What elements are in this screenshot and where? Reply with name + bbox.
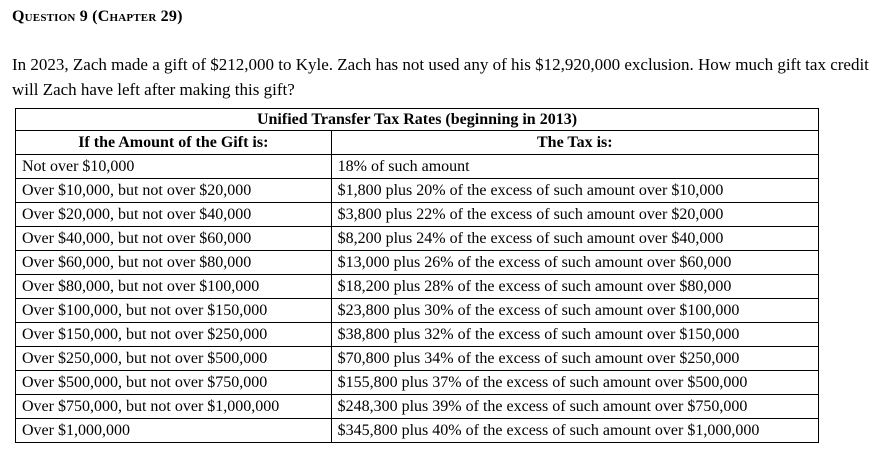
tax-cell: $23,800 plus 30% of the excess of such amount over $100,000 [331, 299, 818, 323]
question-text: In 2023, Zach made a gift of $212,000 to Kyle. Zach has not used any of his $12,920,000 exclusion. How much gift tax credit will Zach have left after making this gift? [12, 55, 869, 99]
gift-amount-cell: Over $150,000, but not over $250,000 [16, 323, 332, 347]
tax-cell: $248,300 plus 39% of the excess of such amount over $750,000 [331, 395, 818, 419]
column-header-gift-amount: If the Amount of the Gift is: [16, 131, 332, 155]
gift-amount-cell: Over $60,000, but not over $80,000 [16, 251, 332, 275]
gift-amount-cell: Over $40,000, but not over $60,000 [16, 227, 332, 251]
tax-cell: $18,200 plus 28% of the excess of such amount over $80,000 [331, 275, 818, 299]
table-title: Unified Transfer Tax Rates (beginning in 2013) [16, 109, 819, 131]
tax-cell: $345,800 plus 40% of the excess of such amount over $1,000,000 [331, 419, 818, 443]
table-row [16, 275, 819, 299]
tax-cell: $13,000 plus 26% of the excess of such amount over $60,000 [331, 251, 818, 275]
table-row [16, 323, 819, 347]
tax-rate-table [15, 108, 819, 443]
gift-amount-cell: Over $20,000, but not over $40,000 [16, 203, 332, 227]
question-heading: Question 9 (Chapter 29) [12, 8, 183, 25]
gift-amount-cell: Over $1,000,000 [16, 419, 332, 443]
table-row [16, 299, 819, 323]
table-row [16, 419, 819, 443]
table-row [16, 227, 819, 251]
gift-amount-cell: Over $750,000, but not over $1,000,000 [16, 395, 332, 419]
table-row [16, 155, 819, 179]
table-row [16, 179, 819, 203]
table-row [16, 347, 819, 371]
tax-cell: $70,800 plus 34% of the excess of such amount over $250,000 [331, 347, 818, 371]
tax-cell: $155,800 plus 37% of the excess of such amount over $500,000 [331, 371, 818, 395]
table-row [16, 395, 819, 419]
column-header-tax: The Tax is: [331, 131, 818, 155]
tax-cell: $38,800 plus 32% of the excess of such amount over $150,000 [331, 323, 818, 347]
tax-cell: 18% of such amount [331, 155, 818, 179]
tax-cell: $3,800 plus 22% of the excess of such amount over $20,000 [331, 203, 818, 227]
table-row [16, 203, 819, 227]
table-header-row [16, 131, 819, 155]
tax-cell: $8,200 plus 24% of the excess of such amount over $40,000 [331, 227, 818, 251]
table-row [16, 251, 819, 275]
gift-amount-cell: Not over $10,000 [16, 155, 332, 179]
gift-amount-cell: Over $500,000, but not over $750,000 [16, 371, 332, 395]
gift-amount-cell: Over $80,000, but not over $100,000 [16, 275, 332, 299]
tax-cell: $1,800 plus 20% of the excess of such amount over $10,000 [331, 179, 818, 203]
table-row [16, 371, 819, 395]
table-title-row [16, 109, 819, 131]
gift-amount-cell: Over $250,000, but not over $500,000 [16, 347, 332, 371]
gift-amount-cell: Over $10,000, but not over $20,000 [16, 179, 332, 203]
gift-amount-cell: Over $100,000, but not over $150,000 [16, 299, 332, 323]
